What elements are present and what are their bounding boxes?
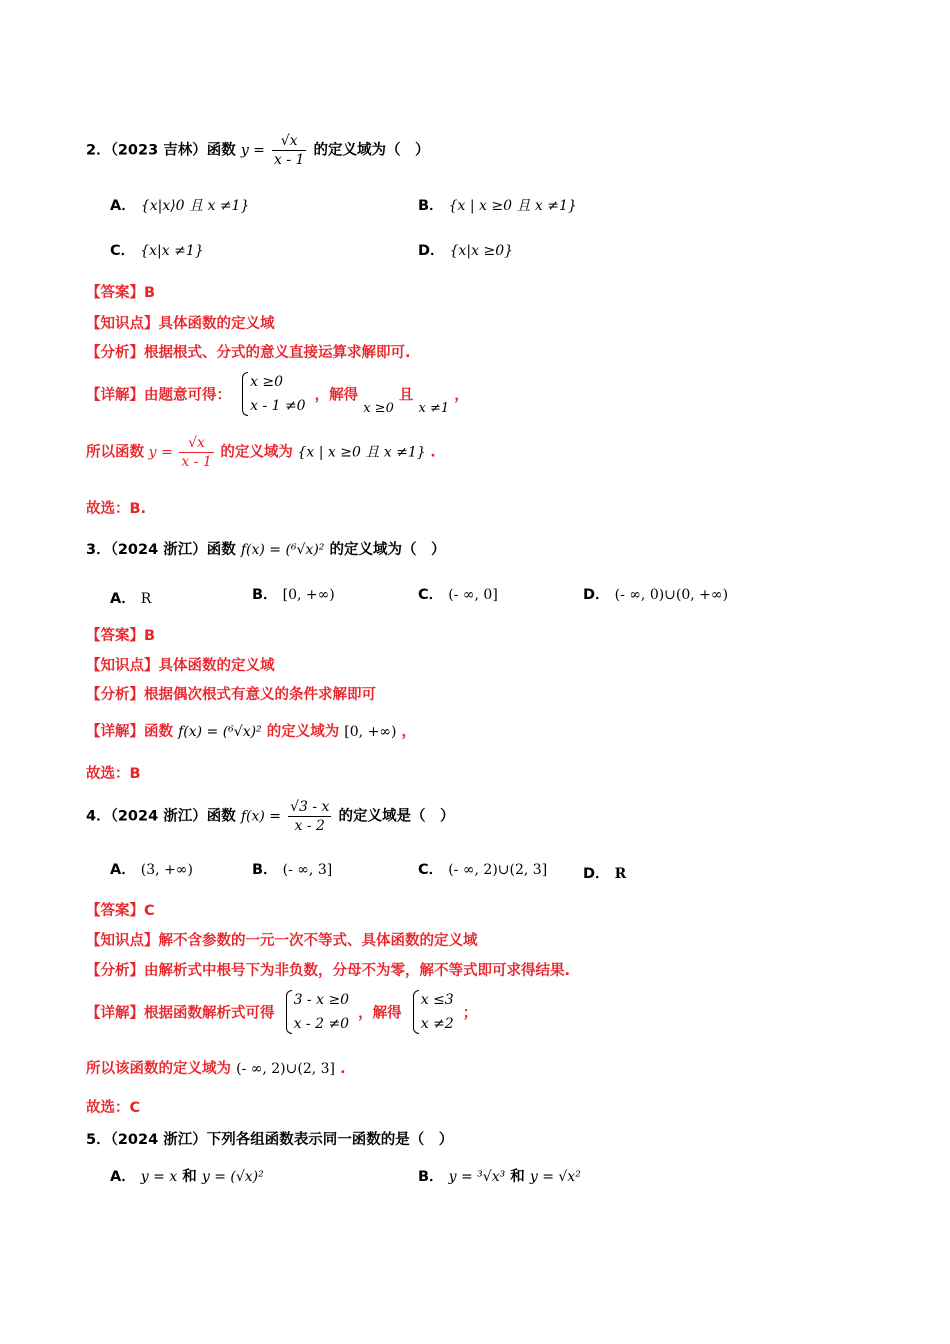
q2-concl-den: x - 1: [181, 454, 212, 470]
q4-concl-end: .: [340, 1061, 346, 1077]
q2-concl-mid: 的定义域为: [220, 444, 293, 461]
q3-option-c[interactable]: [418, 583, 498, 604]
q3-detail: [86, 720, 416, 741]
q3-option-a[interactable]: [110, 587, 151, 608]
q4-detail-res-1: x ≤3: [420, 992, 454, 1008]
q4-detail-end: ；: [462, 1005, 478, 1022]
q4-detail-mid: ，解得: [358, 1005, 402, 1022]
q2-detail-mid: ，解得: [314, 387, 359, 404]
q2-func-y: y =: [240, 142, 265, 159]
q3-detail-func: f(x) = (⁶√x)²: [178, 724, 262, 740]
q2-concl-end: .: [430, 444, 436, 461]
q2-detail-prefix: 【详解】由题意可得：: [86, 387, 231, 404]
q5-option-a-math-2: y = (√x)²: [201, 1169, 264, 1185]
q3-stem: [86, 538, 445, 559]
q3-option-d-label: D．: [583, 587, 610, 603]
q4-stem-suffix: 的定义域是（ ）: [338, 808, 455, 825]
q4-option-b[interactable]: [252, 858, 332, 879]
q4-answer: 【答案】C: [86, 903, 155, 919]
q3-option-b-math: [0, +∞): [282, 587, 335, 603]
q3-analysis: 【分析】根据偶次根式有意义的条件求解即可: [86, 687, 376, 703]
q2-option-c-label: C．: [110, 243, 136, 259]
q2-answer: 【答案】B: [86, 285, 156, 301]
q3-stem-suffix: 的定义域为（ ）: [329, 542, 446, 558]
q2-stem: [86, 132, 429, 169]
q2-detail-end: ，: [454, 387, 469, 404]
q3-option-a-label: A．: [110, 591, 136, 607]
q2-option-d-label: D．: [418, 243, 445, 259]
q3-option-b[interactable]: [252, 583, 335, 604]
q4-func-den: x - 2: [294, 818, 325, 834]
q4-stem-prefix: 4．（2024 浙江）函数: [86, 808, 236, 825]
q2-conclusion: [86, 434, 436, 471]
q3-knowledge: 【知识点】具体函数的定义域: [86, 658, 275, 674]
q4-stem: [86, 798, 454, 835]
q2-choose: 故选：B.: [86, 501, 147, 517]
q2-detail-res-2: x ≠1: [418, 401, 450, 416]
q2-func-num: √x: [272, 132, 306, 151]
q3-stem-prefix: 3．（2024 浙江）函数: [86, 542, 236, 558]
q4-detail-result: [411, 988, 454, 1036]
q4-detail-sys-1: 3 - x ≥0: [293, 992, 350, 1008]
q4-analysis: 【分析】由解析式中根号下为非负数，分母不为零，解不等式即可求得结果.: [86, 963, 571, 979]
q2-option-d-math: {x|x ≥0}: [449, 243, 514, 259]
q4-option-b-label: B．: [252, 862, 278, 878]
q4-option-a-math: (3, +∞): [140, 862, 193, 878]
q2-detail-and: 且: [398, 387, 414, 404]
q3-option-c-label: C．: [418, 587, 444, 603]
q3-option-d[interactable]: [583, 583, 728, 604]
q2-option-c-math: {x|x ≠1}: [140, 243, 204, 259]
q2-detail-res-1: x ≥0: [363, 401, 394, 416]
q2-func-fraction: [272, 132, 306, 169]
q2-concl-set: {x | x ≥0 且 x ≠1}: [297, 444, 426, 461]
q4-func-num: √3 - x: [290, 799, 330, 815]
q2-option-a-math: {x|x⟩0 且 x ≠1}: [140, 198, 250, 214]
q2-knowledge: 【知识点】具体函数的定义域: [86, 316, 275, 332]
q4-detail-prefix: 【详解】根据函数解析式可得: [86, 1005, 275, 1022]
q4-option-a-label: A．: [110, 862, 136, 878]
q4-choose: 故选：C: [86, 1100, 141, 1116]
q2-concl-num: √x: [179, 434, 213, 453]
q3-detail-prefix: 【详解】函数: [86, 724, 173, 740]
q5-option-b[interactable]: [418, 1165, 581, 1186]
q4-option-a[interactable]: [110, 858, 193, 879]
q3-option-a-math: R: [140, 591, 152, 607]
q2-option-a-label: A．: [110, 198, 136, 214]
q5-option-b-math-2: y = √x²: [529, 1169, 581, 1185]
q2-concl-prefix: 所以函数: [86, 444, 144, 461]
q2-option-c[interactable]: [110, 239, 204, 260]
q2-detail-system: [240, 370, 306, 418]
q2-concl-y: y =: [148, 444, 173, 461]
q4-concl-prefix: 所以该函数的定义域为: [86, 1061, 231, 1077]
q3-choose: 故选：B: [86, 766, 141, 782]
q4-option-d[interactable]: [583, 862, 626, 883]
q3-detail-set: [0, +∞): [344, 724, 397, 740]
q4-option-b-math: (- ∞, 3]: [282, 862, 333, 878]
q5-option-b-and: 和: [510, 1169, 525, 1185]
q4-detail: [86, 988, 477, 1036]
q5-option-b-label: B．: [418, 1169, 444, 1185]
q5-option-a-label: A．: [110, 1169, 136, 1185]
q4-concl-set: (- ∞, 2)∪(2, 3]: [236, 1061, 336, 1077]
q4-detail-res-2: x ≠2: [420, 1016, 454, 1032]
q4-knowledge: 【知识点】解不含参数的一元一次不等式、具体函数的定义域: [86, 933, 478, 949]
q2-option-a[interactable]: [110, 194, 249, 215]
q4-option-c-math: (- ∞, 2)∪(2, 3]: [448, 862, 548, 878]
q3-answer: 【答案】B: [86, 628, 156, 644]
q5-stem: 5．（2024 浙江）下列各组函数表示同一函数的是（ ）: [86, 1132, 454, 1148]
q5-option-a-math-1: y = x: [140, 1169, 178, 1185]
q2-func-den: x - 1: [273, 152, 305, 168]
q3-option-c-math: (- ∞, 0]: [448, 587, 498, 603]
q2-stem-suffix: 的定义域为（ ）: [313, 142, 430, 159]
q4-detail-sys-2: x - 2 ≠0: [293, 1016, 350, 1032]
q2-option-b[interactable]: [418, 194, 577, 215]
q5-option-b-math-1: y = ³√x³: [448, 1169, 506, 1185]
q4-option-c-label: C．: [418, 862, 444, 878]
q4-option-d-math: R: [614, 866, 627, 882]
q3-func: f(x) = (⁶√x)²: [240, 542, 325, 558]
q4-option-d-label: D．: [583, 866, 610, 882]
q2-detail-sys-1: x ≥0: [250, 374, 284, 390]
q4-conclusion: [86, 1057, 346, 1078]
q2-detail-sys-2: x - 1 ≠0: [250, 398, 306, 414]
q2-detail: [86, 370, 469, 418]
q3-detail-mid: 的定义域为: [266, 724, 340, 740]
q4-func-fraction: [288, 798, 331, 835]
q2-option-d[interactable]: [418, 239, 513, 260]
q5-option-a-and: 和: [182, 1169, 197, 1185]
q2-option-b-math: {x | x ≥0 且 x ≠1}: [448, 198, 577, 214]
q3-option-d-math: (- ∞, 0)∪(0, +∞): [614, 587, 729, 603]
q3-detail-end: ，: [401, 724, 416, 740]
q4-option-c[interactable]: [418, 858, 547, 879]
q2-option-b-label: B．: [418, 198, 444, 214]
q4-func-f: f(x) =: [240, 808, 281, 825]
q2-stem-prefix: 2．（2023 吉林）函数: [86, 142, 236, 159]
q4-detail-system: [284, 988, 350, 1036]
q3-option-b-label: B．: [252, 587, 278, 603]
q2-analysis: 【分析】根据根式、分式的意义直接运算求解即可.: [86, 345, 411, 361]
q2-concl-fraction: [179, 434, 213, 471]
q5-option-a[interactable]: [110, 1165, 264, 1186]
